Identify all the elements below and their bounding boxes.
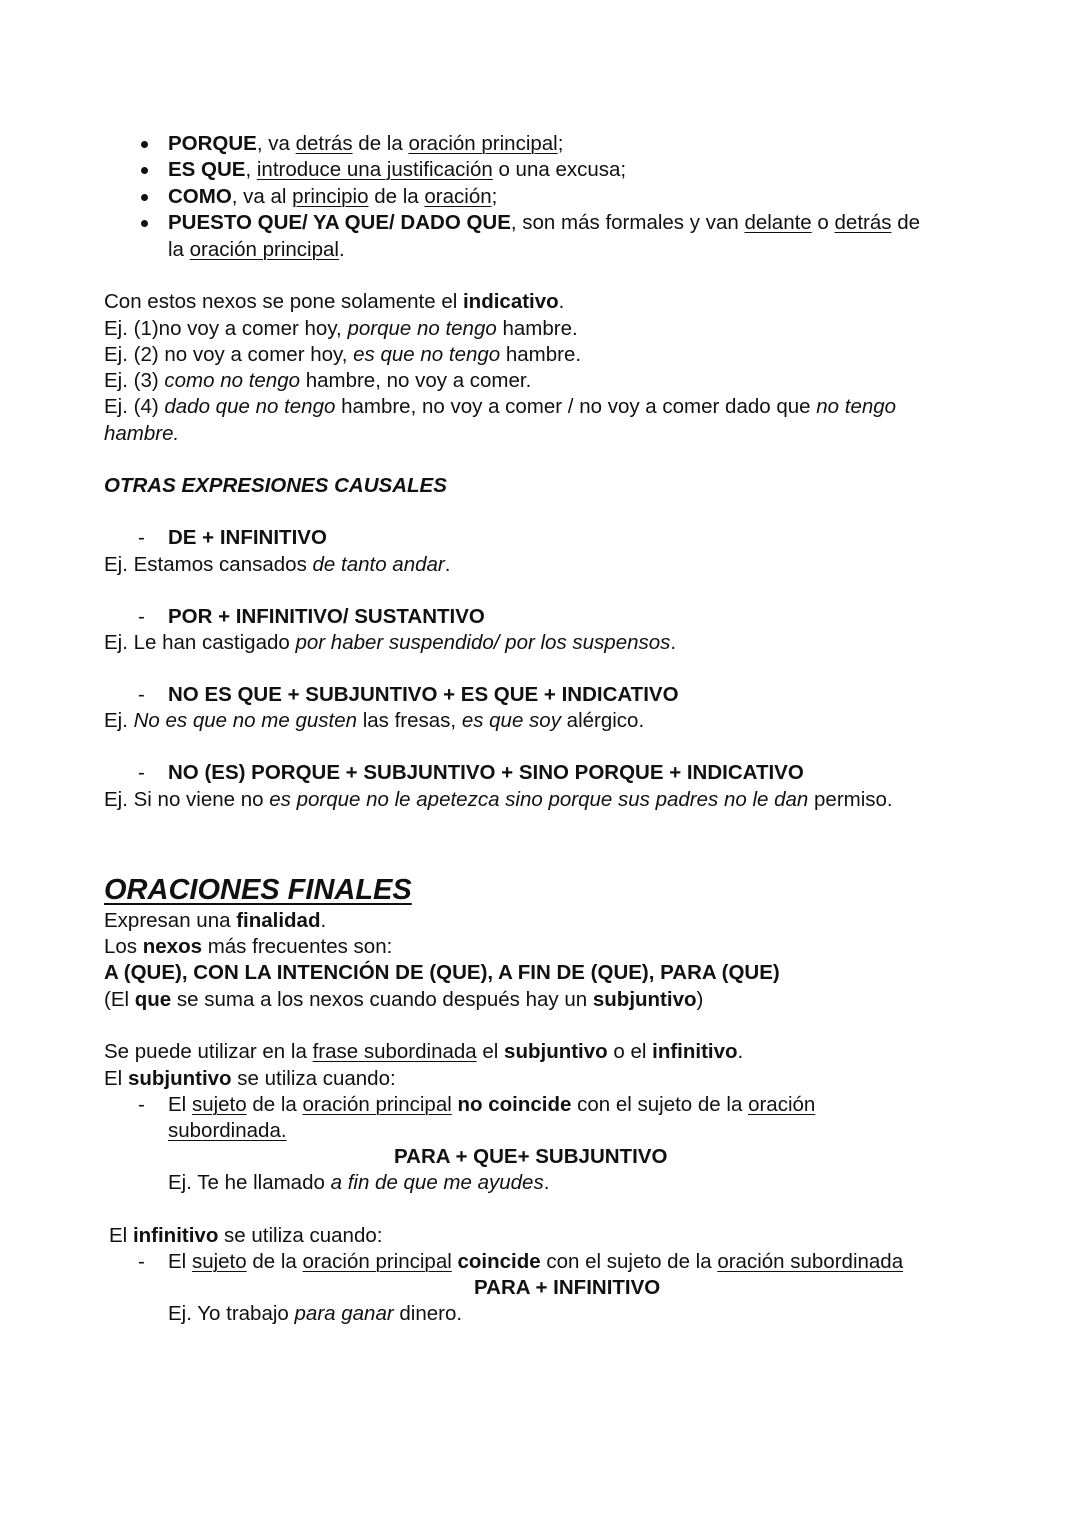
bullet-icon [141,141,148,148]
example-3: Ej. (3) como no tengo hambre, no voy a comer. [104,369,532,392]
causal-de-infinitivo: DE + INFINITIVO [168,526,327,549]
finales-line-6: El subjuntivo se utiliza cuando: [104,1067,396,1090]
causal-example-2: Ej. Le han castigado por haber suspendido/ por los suspensos. [104,631,677,654]
bullet-item-porque: PORQUE, va detrás de la oración principal; [168,132,564,155]
dash-marker: - [138,683,145,706]
dash-marker: - [138,526,145,549]
infinitivo-condition: El sujeto de la oración principal coincide con el sujeto de la oración subordinada [168,1250,904,1273]
dash-marker: - [138,1250,145,1273]
bullet-item-puesto-que: PUESTO QUE/ YA QUE/ DADO QUE, son más formales y van delante o detrás de [168,211,920,234]
finales-line-4: (El que se suma a los nexos cuando después hay un subjuntivo) [104,988,704,1011]
dash-marker: - [138,761,145,784]
finales-nexos: A (QUE), CON LA INTENCIÓN DE (QUE), A FIN DE (QUE), PARA (QUE) [104,961,780,984]
finales-line-5: Se puede utilizar en la frase subordinada el subjuntivo o el infinitivo. [104,1040,744,1063]
finales-line-7: El infinitivo se utiliza cuando: [109,1224,383,1247]
finales-line-1: Expresan una finalidad. [104,909,327,932]
otras-expresiones-heading: OTRAS EXPRESIONES CAUSALES [104,474,447,497]
causal-no-es-que: NO ES QUE + SUBJUNTIVO + ES QUE + INDICATIVO [168,683,679,706]
subjuntivo-condition: El sujeto de la oración principal no coincide con el sujeto de la oración [168,1093,816,1116]
example-1: Ej. (1)no voy a comer hoy, porque no tengo hambre. [104,317,578,340]
example-2: Ej. (2) no voy a comer hoy, es que no tengo hambre. [104,343,582,366]
causal-example-4: Ej. Si no viene no es porque no le apetezca sino porque sus padres no le dan permiso. [104,788,893,811]
example-4-cont: hambre. [104,422,180,445]
bullet-icon [141,220,148,227]
bullet-icon [141,167,148,174]
causal-por-infinitivo: POR + INFINITIVO/ SUSTANTIVO [168,605,485,628]
bullet-item-es-que: ES QUE, introduce una justificación o una excusa; [168,158,627,181]
finales-line-2: Los nexos más frecuentes son: [104,935,393,958]
finales-example-1: Ej. Te he llamado a fin de que me ayudes. [168,1171,550,1194]
indicativo-note: Con estos nexos se pone solamente el indicativo. [104,290,565,313]
finales-example-2: Ej. Yo trabajo para ganar dinero. [168,1302,463,1325]
formula-para-infinitivo: PARA + INFINITIVO [474,1276,661,1299]
dash-marker: - [138,605,145,628]
causal-example-1: Ej. Estamos cansados de tanto andar. [104,553,451,576]
causal-example-3: Ej. No es que no me gusten las fresas, es que soy alérgico. [104,709,645,732]
formula-para-que-subjuntivo: PARA + QUE+ SUBJUNTIVO [394,1145,668,1168]
bullet-item-puesto-que-cont: la oración principal. [168,238,345,261]
bullet-item-como: COMO, va al principio de la oración; [168,185,498,208]
example-4: Ej. (4) dado que no tengo hambre, no voy a comer / no voy a comer dado que no tengo [104,395,897,418]
subjuntivo-condition-cont: subordinada. [168,1119,287,1142]
dash-marker: - [138,1093,145,1116]
causal-no-es-porque: NO (ES) PORQUE + SUBJUNTIVO + SINO PORQUE + INDICATIVO [168,761,804,784]
bullet-icon [141,194,148,201]
oraciones-finales-title: ORACIONES FINALES [104,874,412,906]
